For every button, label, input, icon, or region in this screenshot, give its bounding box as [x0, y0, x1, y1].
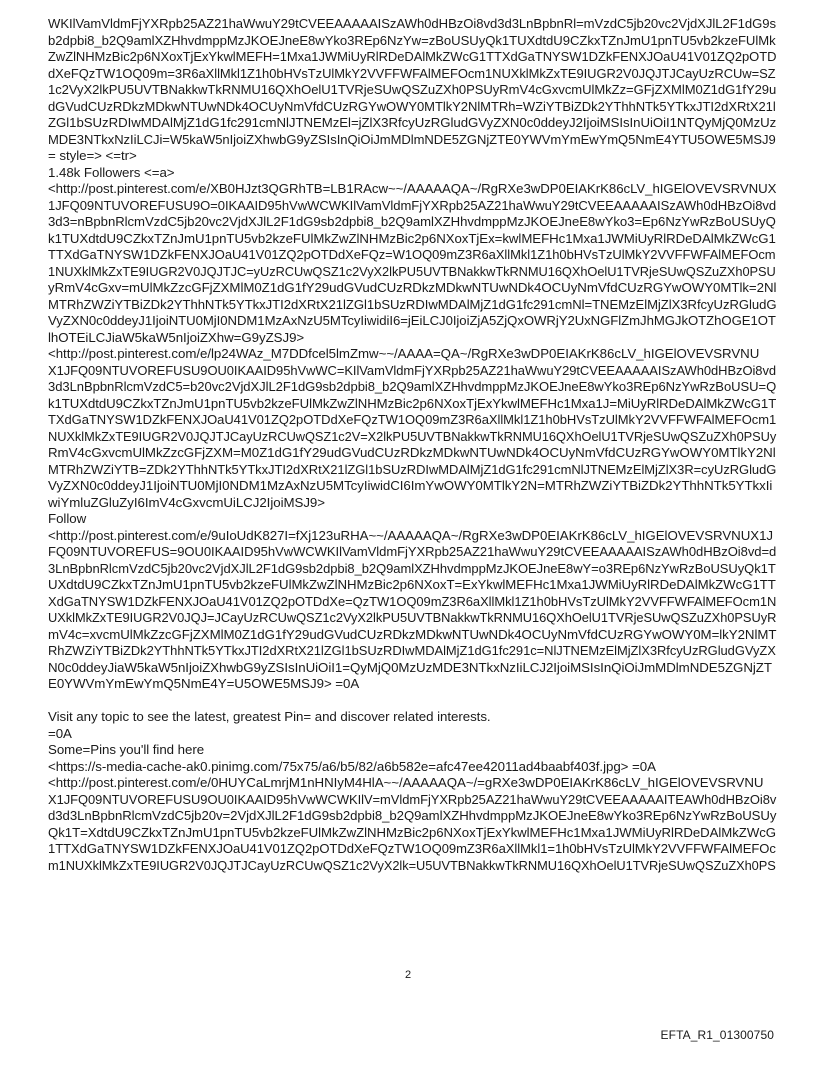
body-line: XdGaTNYSW1DZkFENXJOaU41V01ZQ2pOTDdXe=QzTW1OQ09mZ3R6aXllMkl1Z1h0bHVsTzUlMkY2VVFFWFAlMEFOcm1N — [48, 593, 777, 609]
body-line: <https://s-media-cache-ak0.pinimg.com/75x75/a6/b5/82/a6b582e=afc47ee42011ad4baabf403f.jpg> =0A — [48, 758, 656, 774]
body-line: dXeFQzTW1OQ09m=3R6aXllMkl1Z1h0bHVsTzUlMkY2VVFFWFAlMEFOcm1NUXklMkZxTE9IUGR2V0JQJTJCayUzRCUw=SZ — [48, 65, 776, 81]
body-line: Visit any topic to see the latest, greatest Pin= and discover related interests. — [48, 709, 491, 724]
body-line: WKIlVamVldmFjYXRpb25AZ21haWwuY29tCVEEAAAAAISzAWh0dHBzOi8vd3d3LnBpbnRl=mVzdC5jb20vc2VjdXJlL2F1dG9s — [48, 16, 777, 31]
body-line: k1TUXdtdU9CZkxTZnJmU1pnTU5vb2kzeFUlMkZwZlNHMzBic2p6NXoxTjEx=kwlMEFHc1Mxa1JWMiUyRlRDeDAlMkZWcG1 — [48, 230, 776, 246]
body-line: 1TTXdGaTNYSW1DZkFENXJOaU41V01ZQ2pOTDdXeFQzTW1OQ09mZ3R6aXllMkl1=1h0bHVsTzUlMkY2VVFFWFAlMEFOc — [48, 841, 776, 856]
body-line: dGVudCUzRDkzMDkwNTUwNDk4OCUyNmVfdCUzRGYwOWY0MTlkY2NlMTRh=WZiYTBiZDk2YThhNTk5YTkxJTI2dXRtX21l — [48, 98, 776, 114]
body-line: <http://post.pinterest.com/e/lp24WAz_M7DDfcel5lmZmw~~/AAAA=QA~/RgRXe3wDP0EIAKrK86cLV_hIGElOVEVSRVNU — [48, 346, 760, 361]
body-line: ZwZlNHMzBic2p6NXoxTjExYkwlMEFH=1Mxa1JWMiUyRlRDeDAlMkZWcG1TTXdGaTNYSW1DZkFENXJOaU41V01ZQ2pOTD — [48, 49, 777, 64]
body-line: MTRhZWZiYTBiZDk2YThhNTk5YTkxJTI2dXRtX21lZGl1bSUzRDIwMDAlMjZ1dG1fc291cmNl=TNEMzElMjZlX3RfcyUzRGludG — [48, 296, 777, 312]
body-line: RhZWZiYTBiZDk2YThhNTk5YTkxJTI2dXRtX21lZGl1bSUzRDIwMDAlMjZ1dG1fc291c=NlJTNEMzElMjZlX3RfcyUzRGludGVyZX — [48, 643, 776, 658]
body-line: Some=Pins you'll find here — [48, 742, 205, 757]
body-line: UXdtdU9CZkxTZnJmU1pnTU5vb2kzeFUlMkZwZlNHMzBic2p6NXoxT=ExYkwlMEFHc1Mxa1JWMiUyRlRDeDAlMkZWcG1TT — [48, 577, 776, 592]
body-line: TTXdGaTNYSW1DZkFENXJOaU41V01ZQ2pOTDdXeFQz=W1OQ09mZ3R6aXllMkl1Z1h0bHVsTzUlMkY2VVFFWFAlMEFOcm — [48, 247, 776, 262]
body-line: MDE3NTkxNzIiLCJi=W5kaW5nIjoiZXhwbG9yZSIsInQiOiJmMDlmNDE5ZGNjZTE0YWVmYmEwYmQ5NmE4YTU5OWE5MSJ9 — [48, 131, 776, 147]
body-line: 1NUXklMkZxTE9IUGR2V0JQJTJC=yUzRCUwQSZ1c2VyX2lkPU5UVTBNakkwTkRNMU16QXhOelU1TVRjeSUwQSZuZXh0PSU — [48, 263, 776, 279]
bates-stamp: EFTA_R1_01300750 — [660, 1028, 774, 1042]
body-line: Follow — [48, 511, 87, 526]
body-line: m1NUXklMkZxTE9IUGR2V0JQJTJCayUzRCUwQSZ1c2VyX2lk=U5UVTBNakkwTkRNMU16QXhOelU1TVRjeSUwQSZuZXh0PS — [48, 857, 776, 873]
body-line: 3LnBpbnRlcmVzdC5jb20vc2VjdXJlL2F1dG9sb2dpbi8_b2Q9amlXZHhvdmppMzJKOEJneE8wY=o3REp6NzYwRzBoUSUyQk1T — [48, 560, 776, 576]
body-line: RmV4cGxvcmUlMkZzcGFjZXM=M0Z1dG1fY29udGVudCUzRDkzMDkwNTUwNDk4OCUyNmVfdCUzRGYwOWY0MTlkY2Nl — [48, 445, 776, 460]
body-line: ZGl1bSUzRDIwMDAlMjZ1dG1fc291cmNlJTNEMzEl=jZlX3RfcyUzRGludGVyZXN0c0ddeyJ2IjoiMSIsInUiOiI1NTQyMjQ0MzUz — [48, 115, 777, 130]
body-line: =0A — [48, 725, 72, 741]
body-line: yRmV4cGxv=mUlMkZzcGFjZXMlM0Z1dG1fY29udGVudCUzRDkzMDkwNTUwNDk4OCUyNmVfdCUzRGYwOWY0MTlk=2Nl — [48, 280, 777, 295]
body-line: UXklMkZxTE9IUGR2V0JQJ=JCayUzRCUwQSZ1c2VyX2lkPU5UVTBNakkwTkRNMU16QXhOelU1TVRjeSUwQSZuZXh0PSUyR — [48, 610, 777, 625]
body-line: k1TUXdtdU9CZkxTZnJmU1pnTU5vb2kzeFUlMkZwZlNHMzBic2p6NXoxTjExYkwlMEFHc1Mxa1J=MiUyRlRDeDAlMkZWcG1T — [48, 395, 777, 411]
page-number: 2 — [404, 969, 412, 981]
body-line: mV4c=xvcmUlMkZzcGFjZXMlM0Z1dG1fY29udGVudCUzRDkzMDkwNTUwNDk4OCUyNmVfdCUzRGYwOWY0M=lkY2NlMT — [48, 626, 777, 642]
body-line: X1JFQ09NTUVOREFUSU9OU0IKAAID95hVwWC=KIlVamVldmFjYXRpb25AZ21haWwuY29tCVEEAAAAAISzAWh0dHBzOi8vd — [48, 362, 777, 378]
body-line: MTRhZWZiYTB=ZDk2YThhNTk5YTkxJTI2dXRtX21lZGl1bSUzRDIwMDAlMjZ1dG1fc291cmNlJTNEMzElMjZlX3R=cyUzRGludG — [48, 461, 777, 477]
body-line: = style=> <=tr> — [48, 148, 137, 163]
body-line: 1.48k Followers <=a> — [48, 164, 175, 180]
body-line: 3d3LnBpbnRlcmVzdC5=b20vc2VjdXJlL2F1dG9sb2dpbi8_b2Q9amlXZHhvdmppMzJKOEJneE8wYko3REp6NzYwRzBoUSU=Q — [48, 379, 777, 394]
body-line: TXdGaTNYSW1DZkFENXJOaU41V01ZQ2pOTDdXeFQzTW1OQ09mZ3R6aXllMkl1Z1h0bHVsTzUlMkY2VVFFWFAlMEFOcm1 — [48, 412, 777, 427]
body-line: E0YWVmYmEwYmQ5NmE4Y=U5OWE5MSJ9> =0A — [48, 676, 360, 691]
body-line: <http://post.pinterest.com/e/0HUYCaLmrjM1nHNIyM4HlA~~/AAAAAQA~/=gRXe3wDP0EIAKrK86cLV_hIGElOVEVSRVNU — [48, 775, 764, 790]
body-line: <http://post.pinterest.com/e/XB0HJzt3QGRhTB=LB1RAcw~~/AAAAAQA~/RgRXe3wDP0EIAKrK86cLV_hIGElOVEVSRVNUX — [48, 181, 777, 196]
body-line: lhOTEiLCJiaW5kaW5nIjoiZXhw=G9yZSJ9> — [48, 329, 305, 345]
body-line: X1JFQ09NTUVOREFUSU9OU0IKAAID95hVwWCWKIlV=mVldmFjYXRpb25AZ21haWwuY29tCVEEAAAAAITEAWh0dHBzOi8v — [48, 791, 777, 807]
body-line — [48, 693, 776, 710]
body-line: wiYmluZGluZyI6ImV4cGxvcmUiLCJ2IjoiMSJ9> — [48, 494, 325, 510]
body-line: 1c2VyX2lkPU5UVTBNakkwTkRNMU16QXhOelU1TVRjeSUwQSZuZXh0PSUyRmV4cGxvcmUlMkZz=GFjZXMlM0Z1dG1fY29u — [48, 82, 777, 97]
body-line: <http://post.pinterest.com/e/9uIoUdK827I=fXj123uRHA~~/AAAAAQA~/RgRXe3wDP0EIAKrK86cLV_hIGElOVEVSRVNUX1J — [48, 527, 774, 543]
body-line: VyZXN0c0ddeyJ1IjoiNTU0MjI0NDM1MzAxNzU5MTcyIiwidiI6=jEiLCJ0IjoiZjA5ZjQxOWRjY2UxNGFlZmJhMGJkOTZhOGE1OT — [48, 313, 776, 328]
body-line: Qk1T=XdtdU9CZkxTZnJmU1pnTU5vb2kzeFUlMkZwZlNHMzBic2p6NXoxTjExYkwlMEFHc1Mxa1JWMiUyRlRDeDAlMkZWcG — [48, 824, 777, 840]
body-line: 3d3=nBpbnRlcmVzdC5jb20vc2VjdXJlL2F1dG9sb2dpbi8_b2Q9amlXZHhvdmppMzJKOEJneE8wYko3=Ep6NzYwRzBoUSUyQ — [48, 214, 776, 229]
body-line: FQ09NTUVOREFUS=9OU0IKAAID95hVwWCWKIlVamVldmFjYXRpb25AZ21haWwuY29tCVEEAAAAAISzAWh0dHBzOi8vd=d — [48, 544, 777, 559]
email-body-text — [48, 16, 776, 874]
body-line: NUXklMkZxTE9IUGR2V0JQJTJCayUzRCUwQSZ1c2V=X2lkPU5UVTBNakkwTkRNMU16QXhOelU1TVRjeSUwQSZuZXh0PSUy — [48, 428, 777, 444]
body-line: b2dpbi8_b2Q9amlXZHhvdmppMzJKOEJneE8wYko3REp6NzYw=zBoUSUyQk1TUXdtdU9CZkxTZnJmU1pnTU5vb2kzeFUlMk — [48, 32, 776, 48]
body-line: d3d3LnBpbnRlcmVzdC5jb20v=2VjdXJlL2F1dG9sb2dpbi8_b2Q9amlXZHhvdmppMzJKOEJneE8wYko3REp6NzYwRzBoUSUy — [48, 808, 777, 823]
body-line: N0c0ddeyJiaW5kaW5nIjoiZXhwbG9yZSIsInUiOiI1=QyMjQ0MzUzMDE3NTkxNzIiLCJ2IjoiMSIsInQiOiJmMDlmNDE5ZGNjZT — [48, 659, 772, 675]
body-line: VyZXN0c0ddeyJ1IjoiNTU0MjI0NDM1MzAxNzU5MTcyIiwidCI6ImYwOWY0MTlkY2N=MTRhZWZiYTBiZDk2YThhNTk5YTkxIi — [48, 478, 773, 493]
body-line: 1JFQ09NTUVOREFUSU9O=0IKAAID95hVwWCWKIlVamVldmFjYXRpb25AZ21haWwuY29tCVEEAAAAAISzAWh0dHBzOi8vd — [48, 197, 777, 213]
